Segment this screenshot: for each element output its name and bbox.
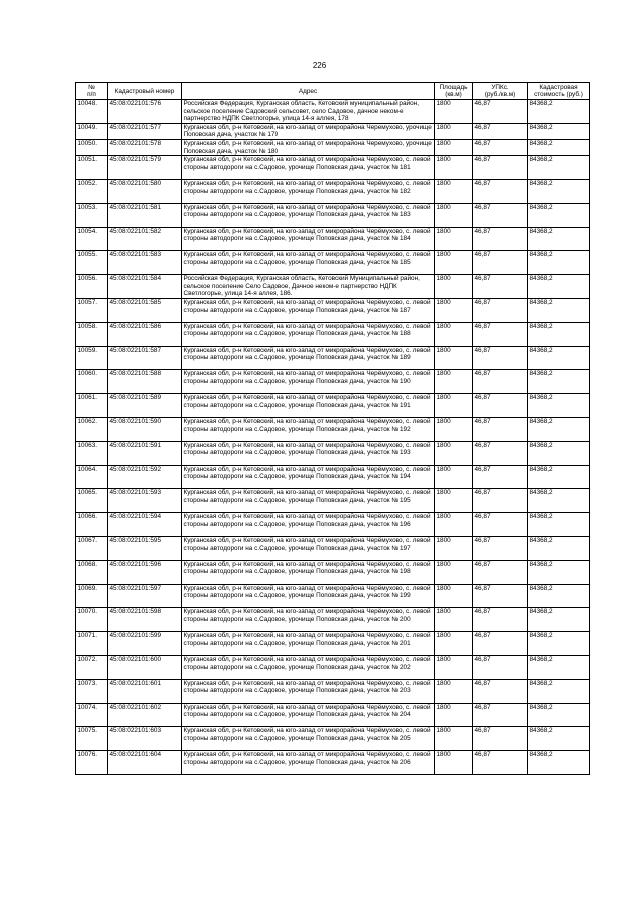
cadastral-number-cell: 45:08:022101:582	[108, 227, 182, 251]
cadastral-number-cell: 45:08:022101:576	[108, 100, 182, 124]
cadastral-number-cell: 45:08:022101:577	[108, 123, 182, 139]
address-cell: Курганская обл, р-н Кетовский, на юго-запад от микрорайона Черемухово, урочище Поповская дача, участок № 179	[182, 123, 435, 139]
cadastral-number-cell: 45:08:022101:580	[108, 179, 182, 203]
address-cell: Курганская обл, р-н Кетовский, на юго-запад от микрорайона Черёмухово, с. левой стороны автодороги на с.Садовое, урочище Поповская дача, участок № 184	[182, 227, 435, 251]
cadastral-cost-cell: 84368,2	[528, 727, 590, 751]
cadastral-cost-cell: 84368,2	[528, 322, 590, 346]
table-row	[76, 394, 590, 418]
cadastral-cost-cell: 84368,2	[528, 655, 590, 679]
header-address: Адрес	[182, 83, 435, 100]
address-cell: Курганская обл, р-н Кетовский, на юго-запад от микрорайона Черёмухово, с. левой стороны автодороги на с.Садовое, урочище Поповская дача, участок № 193	[182, 441, 435, 465]
upks-cell: 46,87	[473, 727, 528, 751]
address-cell: Курганская обл, р-н Кетовский, на юго-запад от микрорайона Черёмухово, с. левой стороны автодороги на с.Садовое, урочище Поповская дача, участок № 204	[182, 703, 435, 727]
area-cell: 1800	[435, 536, 473, 560]
area-cell: 1800	[435, 123, 473, 139]
area-cell: 1800	[435, 227, 473, 251]
address-cell: Курганская обл, р-н Кетовский, на юго-запад от микрорайона Черёмухово, с. левой стороны автодороги на с.Садовое, урочище Поповская дача, участок № 197	[182, 536, 435, 560]
table-row	[76, 679, 590, 703]
table-row	[76, 489, 590, 513]
row-number-cell: 10061.	[76, 394, 108, 418]
row-number-cell: 10064.	[76, 465, 108, 489]
cadastral-number-cell: 45:08:022101:584	[108, 275, 182, 299]
cadastral-cost-cell: 84368,2	[528, 370, 590, 394]
cadastral-cost-cell: 84368,2	[528, 203, 590, 227]
row-number-cell: 10050.	[76, 139, 108, 155]
table-row	[76, 227, 590, 251]
area-cell: 1800	[435, 203, 473, 227]
cadastral-cost-cell: 84368,2	[528, 679, 590, 703]
area-cell: 1800	[435, 156, 473, 180]
address-cell: Курганская обл, р-н Кетовский, на юго-запад от микрорайона Черёмухово, с. левой стороны автодороги на с.Садовое, урочище Поповская дача, участок № 189	[182, 346, 435, 370]
page-number: 226	[312, 61, 327, 70]
address-cell: Курганская обл, р-н Кетовский, на юго-запад от микрорайона Черёмухово, с. левой стороны автодороги на с.Садовое, урочище Поповская дача, участок № 187	[182, 298, 435, 322]
header-upks: УПКс. (руб./кв.м)	[473, 83, 528, 100]
cadastral-cost-cell: 84368,2	[528, 100, 590, 124]
area-cell: 1800	[435, 608, 473, 632]
table-row	[76, 322, 590, 346]
table-header-row	[76, 83, 590, 100]
area-cell: 1800	[435, 727, 473, 751]
table-row	[76, 139, 590, 155]
cadastral-number-cell: 45:08:022101:601	[108, 679, 182, 703]
upks-cell: 46,87	[473, 608, 528, 632]
address-cell: Курганская обл, р-н Кетовский, на юго-запад от микрорайона Черёмухово, с. левой стороны автодороги на с.Садовое, урочище Поповская дача, участок № 200	[182, 608, 435, 632]
table-row	[76, 417, 590, 441]
upks-cell: 46,87	[473, 394, 528, 418]
cadastral-number-cell: 45:08:022101:579	[108, 156, 182, 180]
area-cell: 1800	[435, 679, 473, 703]
upks-cell: 46,87	[473, 139, 528, 155]
row-number-cell: 10074.	[76, 703, 108, 727]
area-cell: 1800	[435, 298, 473, 322]
area-cell: 1800	[435, 275, 473, 299]
header-cadastral-cost: Кадастровая стоимость (руб.)	[528, 83, 590, 100]
table-row	[76, 275, 590, 299]
area-cell: 1800	[435, 441, 473, 465]
address-cell: Курганская обл, р-н Кетовский, на юго-запад от микрорайона Черемухово, урочище Поповская дача, участок № 180	[182, 139, 435, 155]
address-cell: Курганская обл, р-н Кетовский, на юго-запад от микрорайона Черёмухово, с. левой стороны автодороги на с.Садовое, урочище Поповская дача, участок № 183	[182, 203, 435, 227]
address-cell: Курганская обл, р-н Кетовский, на юго-запад от микрорайона Черёмухово, с. левой стороны автодороги на с.Садовое, урочище Поповская дача, участок № 206	[182, 751, 435, 775]
upks-cell: 46,87	[473, 465, 528, 489]
cadastral-number-cell: 45:08:022101:587	[108, 346, 182, 370]
upks-cell: 46,87	[473, 322, 528, 346]
address-cell: Курганская обл, р-н Кетовский, на юго-запад от микрорайона Черёмухово, с. левой стороны автодороги на с.Садовое, урочище Поповская дача, участок № 191	[182, 394, 435, 418]
area-cell: 1800	[435, 251, 473, 275]
table-row	[76, 441, 590, 465]
row-number-cell: 10065.	[76, 489, 108, 513]
row-number-cell: 10055.	[76, 251, 108, 275]
row-number-cell: 10060.	[76, 370, 108, 394]
row-number-cell: 10068.	[76, 560, 108, 584]
upks-cell: 46,87	[473, 227, 528, 251]
area-cell: 1800	[435, 489, 473, 513]
area-cell: 1800	[435, 465, 473, 489]
table-row	[76, 536, 590, 560]
address-cell: Курганская обл, р-н Кетовский, на юго-запад от микрорайона Черёмухово, с. левой стороны автодороги на с.Садовое, урочище Поповская дача, участок № 181	[182, 156, 435, 180]
table-row	[76, 751, 590, 775]
cadastral-number-cell: 45:08:022101:590	[108, 417, 182, 441]
row-number-cell: 10058.	[76, 322, 108, 346]
address-cell: Курганская обл, р-н Кетовский, на юго-запад от микрорайона Черёмухово, с. левой стороны автодороги на с.Садовое, урочище Поповская дача, участок № 185	[182, 251, 435, 275]
cadastral-number-cell: 45:08:022101:596	[108, 560, 182, 584]
upks-cell: 46,87	[473, 751, 528, 775]
header-area: Площадь (кв.м)	[435, 83, 473, 100]
upks-cell: 46,87	[473, 346, 528, 370]
cadastral-cost-cell: 84368,2	[528, 123, 590, 139]
cadastral-number-cell: 45:08:022101:583	[108, 251, 182, 275]
address-cell: Российская Федерация, Курганская область, Кетовский муниципальный район, сельское поселение Садовский сельсовет, село Садовое, дачное неком-е партнерство НДПК Светлогорье, улица 14-я аллея, 178	[182, 100, 435, 124]
cadastral-cost-cell: 84368,2	[528, 227, 590, 251]
address-cell: Курганская обл, р-н Кетовский, на юго-запад от микрорайона Черёмухово, с. левой стороны автодороги на с.Садовое, урочище Поповская дача, участок № 188	[182, 322, 435, 346]
cadastral-number-cell: 45:08:022101:588	[108, 370, 182, 394]
area-cell: 1800	[435, 751, 473, 775]
upks-cell: 46,87	[473, 251, 528, 275]
area-cell: 1800	[435, 417, 473, 441]
address-cell: Курганская обл, р-н Кетовский, на юго-запад от микрорайона Черёмухово, с. левой стороны автодороги на с.Садовое, урочище Поповская дача, участок № 205	[182, 727, 435, 751]
table-row	[76, 179, 590, 203]
cadastral-cost-cell: 84368,2	[528, 608, 590, 632]
cadastral-cost-cell: 84368,2	[528, 632, 590, 656]
cadastral-cost-cell: 84368,2	[528, 417, 590, 441]
cadastral-number-cell: 45:08:022101:600	[108, 655, 182, 679]
cadastral-number-cell: 45:08:022101:599	[108, 632, 182, 656]
table-row	[76, 100, 590, 124]
row-number-cell: 10056.	[76, 275, 108, 299]
cadastral-number-cell: 45:08:022101:602	[108, 703, 182, 727]
row-number-cell: 10059.	[76, 346, 108, 370]
cadastral-number-cell: 45:08:022101:589	[108, 394, 182, 418]
table-row	[76, 727, 590, 751]
table-row	[76, 513, 590, 537]
address-cell: Курганская обл, р-н Кетовский, на юго-запад от микрорайона Черёмухово, с. левой стороны автодороги на с.Садовое, урочище Поповская дача, участок № 196	[182, 513, 435, 537]
cadastral-number-cell: 45:08:022101:591	[108, 441, 182, 465]
address-cell: Курганская обл, р-н Кетовский, на юго-запад от микрорайона Черёмухово, с. левой стороны автодороги на с.Садовое, урочище Поповская дача, участок № 199	[182, 584, 435, 608]
table-body	[76, 100, 590, 775]
cadastral-cost-cell: 84368,2	[528, 560, 590, 584]
cadastral-cost-cell: 84368,2	[528, 703, 590, 727]
row-number-cell: 10073.	[76, 679, 108, 703]
area-cell: 1800	[435, 346, 473, 370]
upks-cell: 46,87	[473, 560, 528, 584]
table-row	[76, 346, 590, 370]
table-row	[76, 251, 590, 275]
table-row	[76, 203, 590, 227]
area-cell: 1800	[435, 703, 473, 727]
cadastral-cost-cell: 84368,2	[528, 346, 590, 370]
cadastral-number-cell: 45:08:022101:604	[108, 751, 182, 775]
row-number-cell: 10063.	[76, 441, 108, 465]
cadastral-number-cell: 45:08:022101:598	[108, 608, 182, 632]
cadastral-number-cell: 45:08:022101:592	[108, 465, 182, 489]
row-number-cell: 10057.	[76, 298, 108, 322]
cadastral-cost-cell: 84368,2	[528, 275, 590, 299]
cadastral-cost-cell: 84368,2	[528, 139, 590, 155]
table-row	[76, 560, 590, 584]
area-cell: 1800	[435, 584, 473, 608]
header-number: № п/п	[76, 83, 108, 100]
cadastral-number-cell: 45:08:022101:585	[108, 298, 182, 322]
address-cell: Курганская обл, р-н Кетовский, на юго-запад от микрорайона Черёмухово, с. левой стороны автодороги на с.Садовое, урочище Поповская дача, участок № 198	[182, 560, 435, 584]
row-number-cell: 10069.	[76, 584, 108, 608]
table-row	[76, 584, 590, 608]
address-cell: Курганская обл, р-н Кетовский, на юго-запад от микрорайона Черёмухово, с. левой стороны автодороги на с.Садовое, урочище Поповская дача, участок № 192	[182, 417, 435, 441]
row-number-cell: 10051.	[76, 156, 108, 180]
row-number-cell: 10071.	[76, 632, 108, 656]
cadastral-number-cell: 45:08:022101:581	[108, 203, 182, 227]
cadastral-cost-cell: 84368,2	[528, 179, 590, 203]
area-cell: 1800	[435, 513, 473, 537]
upks-cell: 46,87	[473, 179, 528, 203]
address-cell: Курганская обл, р-н Кетовский, на юго-запад от микрорайона Черёмухово, с. левой стороны автодороги на с.Садовое, урочище Поповская дача, участок № 182	[182, 179, 435, 203]
row-number-cell: 10075.	[76, 727, 108, 751]
cadastral-cost-cell: 84368,2	[528, 156, 590, 180]
address-cell: Курганская обл, р-н Кетовский, на юго-запад от микрорайона Черёмухово, с. левой стороны автодороги на с.Садовое, урочище Поповская дача, участок № 194	[182, 465, 435, 489]
area-cell: 1800	[435, 322, 473, 346]
table-row	[76, 608, 590, 632]
cadastral-cost-cell: 84368,2	[528, 465, 590, 489]
address-cell: Курганская обл, р-н Кетовский, на юго-запад от микрорайона Черёмухово, с. левой стороны автодороги на с.Садовое, урочище Поповская дача, участок № 203	[182, 679, 435, 703]
row-number-cell: 10062.	[76, 417, 108, 441]
cadastral-cost-cell: 84368,2	[528, 394, 590, 418]
cadastral-number-cell: 45:08:022101:594	[108, 513, 182, 537]
upks-cell: 46,87	[473, 441, 528, 465]
row-number-cell: 10054.	[76, 227, 108, 251]
cadastral-number-cell: 45:08:022101:603	[108, 727, 182, 751]
cadastral-cost-cell: 84368,2	[528, 298, 590, 322]
upks-cell: 46,87	[473, 203, 528, 227]
cadastral-registry-table	[75, 82, 590, 775]
row-number-cell: 10049.	[76, 123, 108, 139]
upks-cell: 46,87	[473, 513, 528, 537]
area-cell: 1800	[435, 179, 473, 203]
table-row	[76, 632, 590, 656]
table-row	[76, 703, 590, 727]
cadastral-number-cell: 45:08:022101:595	[108, 536, 182, 560]
cadastral-number-cell: 45:08:022101:578	[108, 139, 182, 155]
cadastral-cost-cell: 84368,2	[528, 489, 590, 513]
table-row	[76, 655, 590, 679]
upks-cell: 46,87	[473, 584, 528, 608]
row-number-cell: 10076.	[76, 751, 108, 775]
cadastral-cost-cell: 84368,2	[528, 584, 590, 608]
address-cell: Курганская обл, р-н Кетовский, на юго-запад от микрорайона Черёмухово, с. левой стороны автодороги на с.Садовое, урочище Поповская дача, участок № 201	[182, 632, 435, 656]
cadastral-cost-cell: 84368,2	[528, 751, 590, 775]
row-number-cell: 10066.	[76, 513, 108, 537]
area-cell: 1800	[435, 632, 473, 656]
upks-cell: 46,87	[473, 655, 528, 679]
table-row	[76, 298, 590, 322]
table-row	[76, 123, 590, 139]
cadastral-number-cell: 45:08:022101:593	[108, 489, 182, 513]
area-cell: 1800	[435, 139, 473, 155]
row-number-cell: 10053.	[76, 203, 108, 227]
upks-cell: 46,87	[473, 417, 528, 441]
area-cell: 1800	[435, 394, 473, 418]
cadastral-number-cell: 45:08:022101:597	[108, 584, 182, 608]
address-cell: Курганская обл, р-н Кетовский, на юго-запад от микрорайона Черёмухово, с. левой стороны автодороги на с.Садовое, урочище Поповская дача, участок № 190	[182, 370, 435, 394]
upks-cell: 46,87	[473, 156, 528, 180]
table-row	[76, 465, 590, 489]
upks-cell: 46,87	[473, 275, 528, 299]
area-cell: 1800	[435, 655, 473, 679]
upks-cell: 46,87	[473, 703, 528, 727]
cadastral-number-cell: 45:08:022101:586	[108, 322, 182, 346]
cadastral-cost-cell: 84368,2	[528, 536, 590, 560]
row-number-cell: 10052.	[76, 179, 108, 203]
upks-cell: 46,87	[473, 489, 528, 513]
upks-cell: 46,87	[473, 370, 528, 394]
address-cell: Курганская обл, р-н Кетовский, на юго-запад от микрорайона Черёмухово, с. левой стороны автодороги на с.Садовое, урочище Поповская дача, участок № 202	[182, 655, 435, 679]
upks-cell: 46,87	[473, 632, 528, 656]
area-cell: 1800	[435, 560, 473, 584]
address-cell: Курганская обл, р-н Кетовский, на юго-запад от микрорайона Черёмухово, с. левой стороны автодороги на с.Садовое, урочище Поповская дача, участок № 195	[182, 489, 435, 513]
upks-cell: 46,87	[473, 123, 528, 139]
area-cell: 1800	[435, 370, 473, 394]
cadastral-cost-cell: 84368,2	[528, 513, 590, 537]
upks-cell: 46,87	[473, 100, 528, 124]
table-row	[76, 156, 590, 180]
row-number-cell: 10070.	[76, 608, 108, 632]
upks-cell: 46,87	[473, 298, 528, 322]
upks-cell: 46,87	[473, 679, 528, 703]
cadastral-cost-cell: 84368,2	[528, 441, 590, 465]
row-number-cell: 10067.	[76, 536, 108, 560]
address-cell: Российская Федерация, Курганская область, Кетовский Муниципальный район, сельское поселение Село Садовое, Дачное неком-е партнерство НДПК Светлогорье, улица 14-я аллея, 186.	[182, 275, 435, 299]
cadastral-cost-cell: 84368,2	[528, 251, 590, 275]
row-number-cell: 10072.	[76, 655, 108, 679]
header-cadastral-number: Кадастровый номер	[108, 83, 182, 100]
upks-cell: 46,87	[473, 536, 528, 560]
row-number-cell: 10048.	[76, 100, 108, 124]
area-cell: 1800	[435, 100, 473, 124]
table-row	[76, 370, 590, 394]
